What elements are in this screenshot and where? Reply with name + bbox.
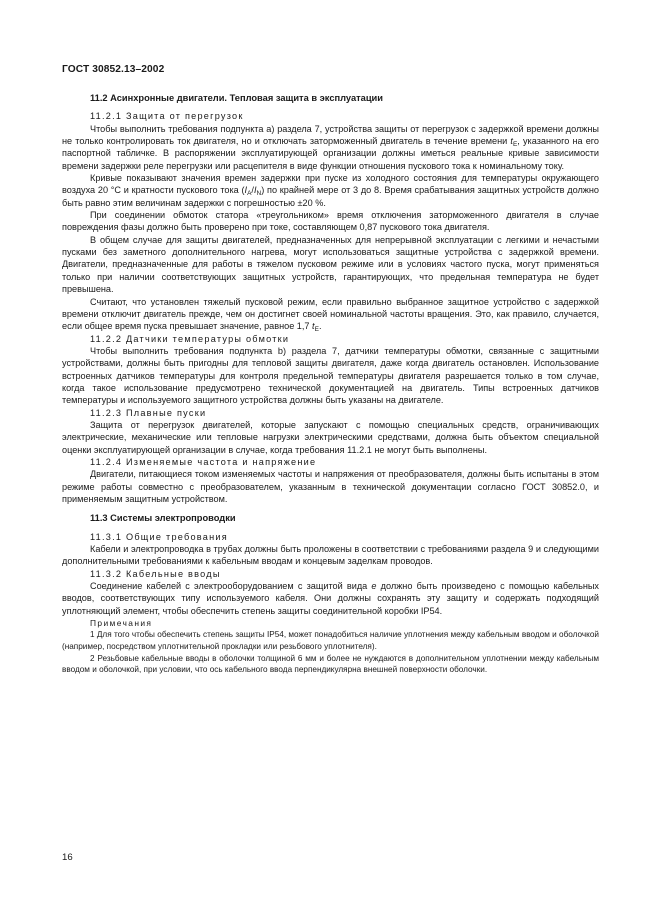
subsection-title: 11.2.4 Изменяемые частота и напряжение [90,456,317,467]
section-title: 11.3 Системы электропроводки [90,513,236,524]
page-header: ГОСТ 30852.13–2002 [62,64,165,75]
section-title: 11.2 Асинхронные двигатели. Тепловая защита в эксплуатации [90,93,383,103]
subsection-title: 11.2.3 Плавные пуски [90,407,207,418]
page-content [62,92,599,676]
paragraph: Чтобы выполнить требования подпункта b) раздела 7, датчики температуры обмотки, связанные с защитными устройствами, должны быть пригодны для тепловой защиты двигателя, даже когда двигатель остановлен. Использование встроенных датчиков температуры для контроля предельной температуры двигателя разрешается только в том случае, когда такое использование предусмотрено технической документацией на двигатель. Типы встроенных датчиков температуры и используемого защитного устройства должны быть указаны на двигателе. [62,345,599,406]
page-number: 16 [62,852,73,863]
paragraph: При соединении обмоток статора «треугольником» время отключения заторможенного двигателя в случае повреждения фазы должно быть проверено при токе, составляющем 0,87 пускового тока двигателя. [62,210,599,233]
paragraph: Соединение кабелей с электрооборудованием с защитой вида е должно быть произведено с помощью кабельных вводов, соответствующих типу используемого кабеля. Они должны сохранять эту защиту и содержать подходящий уплотняющий элемент, чтобы обеспечить степень защиты соединительной коробки IP54. [62,581,599,616]
subsection-title: 11.3.1 Общие требования [90,531,228,542]
paragraph: В общем случае для защиты двигателей, предназначенных для непрерывной эксплуатации с легкими и нечастыми пусками без заметного дополнительного нагрева, могут использоваться защитные устройства с задержкой времени. Двигатели, предназначенные для работы в тяжелом пусковом режиме или в условиях частого пуска, могут применяться только при наличии соответствующих защитных устройств, гарантирующих, что предельная температура не будет превышена. [62,234,599,295]
note-item: 2 Резьбовые кабельные вводы в оболочки толщиной 6 мм и более не нуждаются в дополнительном уплотнении между кабельным вводом и оболочкой, при условии, что ось кабельного ввода перпендикулярна внешней поверхности оболочки. [62,653,599,675]
paragraph: Кабели и электропроводка в трубах должны быть проложены в соответствии с требованиями раздела 9 и следующими дополнительными требованиями к кабельным вводам и концевым заделкам проводов. [62,544,599,567]
paragraph: Чтобы выполнить требования подпункта а) раздела 7, устройства защиты от перегрузок с задержкой времени должны не только контролировать ток двигателя, но и отключать заторможенный двигатель в течение времени $t_E$, указанного на его паспортной табличке. В распоряжении эксплуатирующей организации должны иметься реальные кривые зависимости времени задержки реле перегрузки или расцепителя в виде функции отношения пускового тока к номинальному току. [62,123,599,171]
note-item: 1 Для того чтобы обеспечить степень защиты IP54, может понадобиться наличие уплотнения между кабельным вводом и оболочкой (например, посредством уплотнительной прокладки или резьбового уплотнителя). [62,630,599,652]
paragraph: Кривые показывают значения времен задержки при пуске из холодного состояния для температуры окружающего воздуха 20 °С и кратности пускового тока $(I_A/I_N)$ по крайней мере от 3 до 8. Время срабатывания защитных устройств должно быть равно этим величинам задержки с погрешностью ±20 %. [62,173,599,208]
paragraph: Двигатели, питающиеся током изменяемых частоты и напряжения от преобразователя, должны быть испытаны в этом режиме работы совместно с преобразователем, указанным в технической документации согласно ГОСТ 30852.0, и применяемым защитным устройством. [62,469,599,504]
paragraph: Считают, что установлен тяжелый пусковой режим, если правильно выбранное защитное устройство с задержкой времени отключит двигатель прежде, чем он достигнет своей номинальной частоты вращения. Это, как правило, случается, если общее время пуска превышает значение, равное 1,7 $t_E$. [62,296,599,334]
subsection-title: 11.2.1 Защита от перегрузок [90,111,244,122]
subsection-title: 11.3.2 Кабельные вводы [90,568,221,579]
notes-title: Примечания [90,618,153,629]
paragraph: Защита от перегрузок двигателей, которые запускают с помощью специальных средств, ограничивающих электрические, механические или тепловые нагрузки электрическими средствами, должна быть объектом специальной оценки эксплуатирующей организации в случае, когда требования 11.2.1 не могут быть выполнены. [62,419,599,455]
subsection-title: 11.2.2 Датчики температуры обмотки [90,333,290,344]
